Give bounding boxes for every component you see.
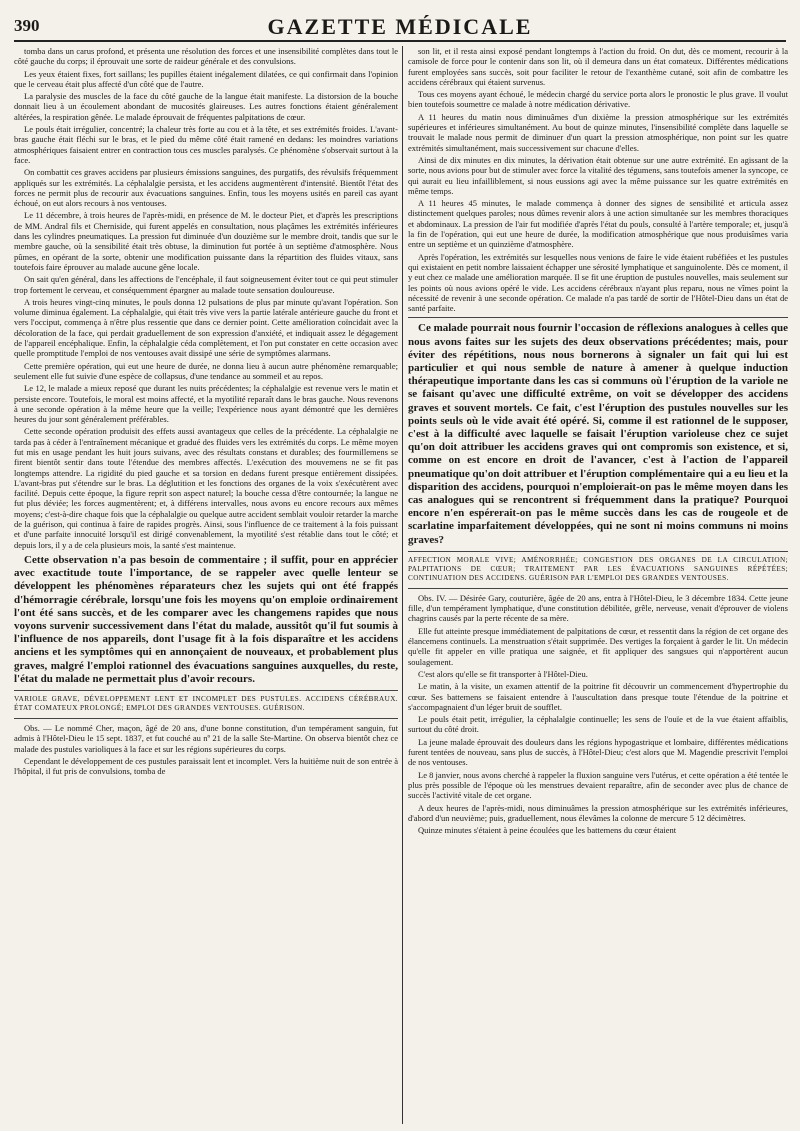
body-paragraph: Le pouls était petit, irrégulier, la céphalalgie continuelle; les sens de l'ouïe et de la vue étaient affaiblis, surtout du côté droit. (408, 714, 788, 735)
page-header (14, 6, 786, 42)
body-paragraph: A 11 heures du matin nous diminuâmes d'un dixième la pression atmosphérique sur les extrémités supérieures et inférieures simultanément. Au bout de quinze minutes, l'insensibilité complète dans laquelle se trouvait le malade nous permit de diminuer d'un quart la pression atmosphérique, non point sur les quatre extrémités simultanément, mais successivement sur chacune d'elles. (408, 111, 788, 153)
body-paragraph: A deux heures de l'après-midi, nous diminuâmes la pression atmosphérique sur les extrémités inférieures, d'abord d'un neuvième; puis, graduellement, nous élevâmes la colonne de mercure 5 12 décimètres. (408, 802, 788, 823)
body-paragraph: Cette première opération, qui eut une heure de durée, ne donna lieu à aucun autre phénomène remarquable; seulement elle fut suivie d'une espèce de collapsus, d'une tendance au sommeil et au repos. (14, 360, 398, 381)
section-rule (14, 690, 398, 691)
section-rule (408, 551, 788, 552)
column-divider (402, 46, 403, 1124)
journal-title: GAZETTE MÉDICALE (267, 14, 533, 39)
left-commentary: Cette observation n'a pas besoin de commentaire ; il suffit, pour en apprécier avec exactitude toute l'importance, de se rappeler avec quelle lenteur se développent les phénomènes réparateurs chez les sujets qui ont été frappés d'hémorragie cérébrale, lorsqu'une fois les moyens qu'on emploie ordinairement l'ont été sans succès, et de les comparer avec les changemens rapides que nous voyons survenir successivement dans l'état du malade, aussitôt qu'il fut soumis à l'influence de nos appareils, dont l'usage fit à la fois disparaître et les accidens anciens et les symptômes qui en annonçaient de nouveaux, et probablement plus graves, malgré l'emploi rationnel des évacuations sanguines auxquelles, du reste, l'état du malade ne permettait plus d'avoir recours. (14, 553, 398, 685)
body-paragraph: A trois heures vingt-cinq minutes, le pouls donna 12 pulsations de plus par minute qu'avant l'opération. Son volume diminua également. La céphalalgie, qui était très vive vers la partie latérale antérieure gauche du front et vers l'occiput, commença à n'être plus ressentie que dans ce dernier point. Cette amélioration coïncidait avec la décoloration de la face, qui perdait graduellement de son expression d'anxiété, et indiquait assez le dégagement de l'appareil encéphalique. Enfin, la céphalalgie céda complètement, et l'on put constater en cette occasion avec quelle promptitude l'emploi de nos ventouses avait dissipé une série de symptômes alarmans. (14, 296, 398, 359)
right-case-body (408, 593, 788, 836)
body-paragraph: Le 11 décembre, à trois heures de l'après-midi, en présence de M. le docteur Piet, et d'après les prescriptions de MM. Andral fils et Cherniside, qui furent appelés en consultation, nous plaçâmes les extrémités inférieures dans les cylindres pneumatiques. La pression fut diminuée d'un douzième sur le membre droit, tandis que sur le membre gauche, où la sensibilité était très obtuse, la diminution fut portée à un septième d'atmosphère. Nous pûmes, en opérant de la sorte, obtenir une modification puissante dans la répartition des fluides vitaux, sans toutefois faire éprouver au malade aucune gêne locale. (14, 210, 398, 272)
right-case-heading: AFFECTION MORALE VIVE; AMÉNORRHÉE; CONGESTION DES ORGANES DE LA CIRCULATION; PALPITATIONS DE CŒUR; TRAITEMENT PAR LES ÉVACUATIONS SANGUINES RÉPÉTÉES; CONTINUATION DES ACCIDENS. GUÉRISON PAR L'EMPLOI DES GRANDES VENTOUSES. (408, 555, 788, 582)
body-paragraph: Elle fut atteinte presque immédiatement de palpitations de cœur, et ressentit dans la région de cet organe des élancemens continuels. La menstruation s'était supprimée. Des vertiges la forçaient à garder le lit. Un médecin qu'elle fit appeler en ville pratiqua une saignée, et fit appliquer des sangsues qui n'apportèrent aucun soulagement. (408, 625, 788, 667)
page-number: 390 (14, 16, 40, 35)
body-paragraph: On sait qu'en général, dans les affections de l'encéphale, il faut soigneusement éviter tout ce qui peut stimuler trop fortement le cerveau, et conséquemment épargner au malade toute sensation douloureuse. (14, 274, 398, 295)
body-paragraph: Après l'opération, les extrémités sur lesquelles nous venions de faire le vide étaient rubéfiées et les pustules qui existaient en petit nombre laissaient échapper une sérosité lymphatique et sanguinolente. Dès ce moment, il y eut chez ce malade une amélioration marquée. Il se fit une éruption de pustules nouvelles, mais seulement sur les points où nous avions opéré le vide. Les accidens cérébraux n'ayant plus reparu, nous ne vîmes point la nécessité de revenir à une seconde opération. Ce malade n'a pas tardé de sortir de l'Hôtel-Dieu dans un état de santé parfaite. (408, 251, 788, 314)
body-paragraph: tomba dans un carus profond, et présenta une résolution des forces et une insensibilité complètes dans tout le côté gauche du corps; il éprouvait une sorte de raideur générale et des convulsions. (14, 46, 398, 67)
body-paragraph: C'est alors qu'elle se fit transporter à l'Hôtel-Dieu. (418, 668, 588, 679)
body-paragraph: La paralysie des muscles de la face du côté gauche de la langue était manifeste. La distorsion de la bouche donnait lieu à un écoulement abondant de mucosités glaireuses. Les autres fonctions étaient généralement altérées, la respiration gênée. Le malade éprouvait de fréquentes palpitations de cœur. (14, 91, 398, 122)
body-paragraph: Le matin, à la visite, un examen attentif de la poitrine fit découvrir un commencement d'hypertrophie du cœur. Ses battemens se faisaient entendre à l'auscultation dans presque toute l'étendue de la poitrine et s'accompagnaient d'un léger bruit de soufflet. (408, 681, 788, 712)
body-paragraph: Obs. IV. — Désirée Gary, couturière, âgée de 20 ans, entra à l'Hôtel-Dieu, le 3 décembre 1834. Cette jeune fille, d'un tempérament lymphatique, d'une constitution débilitée, grêle, nerveuse, venait d'éprouver de violens chagrins causés par la perte récente de sa mère. (408, 592, 788, 624)
body-paragraph: Les yeux étaient fixes, fort saillans; les pupilles étaient inégalement dilatées, ce qui confirmait dans l'opinion que le cerveau était plus affecté d'un côté que de l'autre. (14, 68, 398, 89)
right-column (408, 46, 788, 1126)
body-paragraph: On combattit ces graves accidens par plusieurs émissions sanguines, des purgatifs, des révulsifs fréquemment appliqués sur les extrémités. La céphalalgie persista, et les accidens augmentèrent d'intensité. Bientôt l'état des forces ne permit plus de recourir aux évacuations sanguines. Enfin, tous les moyens usités en pareil cas ayant échoué, on eut alors recours à nos ventouses. (14, 167, 398, 209)
left-column (14, 46, 398, 1126)
left-case-body (14, 723, 398, 776)
section-rule (408, 588, 788, 589)
body-paragraph: Le pouls était irrégulier, concentré; la chaleur très forte au cou et à la tête, et ses extrémités froides. L'avant-bras gauche était fléchi sur le bras, et le pied du même côté était ramené en dedans: les moindres variations atmosphériques faisaient entrer en contraction tous ces muscles paralysés. Ce phénomène s'observait surtout à la face. (14, 124, 398, 165)
body-paragraph: Cette seconde opération produisit des effets aussi avantageux que celles de la précédente. La céphalalgie ne tarda pas à céder à l'entraînement mécanique et gradué des fluides vers les extrémités du corps. Le même moyen fut mis en usage pendant les huit jours suivans, avec des résultats constans et durables; des fourmillemens se firent bientôt sentir dans toute l'étendue des membres affectés. L'exécution des mouvemens ne se fit pas longtemps attendre. La rigidité du pied gauche et sa torsion en dedans furent presque entièrement dissipées. L'avant-bras put s'étendre sur le bras. La déglutition et les fonctions des organes de la voix s'exécutèrent avec facilité. Depuis cette époque, la figure reprit son aspect naturel; la bouche cessa d'être contournée; la langue ne fut plus déviée; les forces augmentèrent; et, à différens intervalles, nous avons eu encore recours aux mêmes moyens; c'est-à-dire chaque fois que la céphalalgie ou quelque autre accident semblait vouloir retarder la marche de la guérison, qui continua à faire de rapides progrès. Ainsi, sous l'influence de ce traitement à la fois puissant et d'une parfaite innocuité lorsqu'il est dirigé convenablement, la myotilité s'est rétablie dans tout le côté; et depuis lors, il y a de cela plusieurs mois, la santé s'est maintenue. (14, 426, 398, 550)
left-body (14, 46, 398, 550)
left-case-heading: VARIOLE GRAVE, DÉVELOPPEMENT LENT ET INCOMPLET DES PUSTULES. ACCIDENS CÉRÉBRAUX. ÉTAT COMATEUX PROLONGÉ; EMPLOI DES GRANDES VENTOUSES. GUÉRISON. (14, 694, 398, 712)
body-paragraph: Ainsi de dix minutes en dix minutes, la dérivation était obtenue sur une autre extrémité. En agissant de la sorte, nous avions pour but de stimuler avec force la vitalité des tégumens, sans toutefois amener la syncope, ce qui aurait eu lieu infailliblement, si nous eussions agi avec la même puissance sur les quatre extrémités en même temps. (408, 154, 788, 196)
right-body (408, 46, 788, 313)
right-commentary: Ce malade pourrait nous fournir l'occasion de réflexions analogues à celles que nous avons faites sur les sujets des deux observations précédentes; mais, pour éviter des répétitions, nous nous bornerons à signaler un fait qui lui est particulier et qui nous semble de nature à amener à quelque induction thérapeutique importante dans les cas si communs où l'éruption de la variole ne se faisant qu'avec une difficulté extrême, on voit se développer des accidens graves et souvent mortels. Ce fait, c'est l'éruption des pustules nouvelles sur les points seuls où le vide avait été opéré. Si, comme il est rationnel de le supposer, c'est à la difficulté avec laquelle se faisait l'éruption varioleuse chez ce sujet qu'on doit attribuer les accidens graves qui ont compromis son existence, et si, comme on est encore en droit de l'avancer, c'est à l'action de l'appareil pneumatique qu'on doit attribuer et l'éruption complémentaire qui a eu lieu et la disparition des accidens, pourquoi n'emploierait-on pas le même moyen dans les cas analogues qui se rencontrent si fréquemment dans la pratique? Pourquoi encore n'en espérerait-on pas le même succès dans les cas de rougeole et de scarlatine imparfaitement développées, qui ne sont ni moins communs ni moins graves? (408, 322, 788, 546)
body-paragraph: Cependant le développement de ces pustules paraissait lent et incomplet. Vers la huitième nuit de son entrée à l'hôpital, il fut pris de convulsions, tomba de (14, 755, 398, 777)
body-paragraph: son lit, et il resta ainsi exposé pendant longtemps à l'action du froid. On dut, dès ce moment, recourir à la camisole de force pour le contenir dans son lit, où il demeura dans un état comateux. Différentes médications furent employées sans succès, soit pour faciliter le retour de l'exanthème cutané, soit afin de combattre les accidens cérébraux qui étaient survenus. (408, 46, 788, 87)
body-paragraph: A 11 heures 45 minutes, le malade commença à donner des signes de sensibilité et articula assez distinctement quelques paroles; nous dûmes revenir alors à une action simultanée sur les membres thoraciques et abdominaux. La pression de l'air fut modifiée d'après l'état du pouls, consulté à l'artère temporale; et, jusqu'à la fin de l'opération, qui eut une heure de durée, la modification atmosphérique que nous produisîmes varia entre un septième et un quinzième d'atmosphère. (408, 198, 788, 250)
body-paragraph: Le 12, le malade a mieux reposé que durant les nuits précédentes; la céphalalgie est revenue vers le matin et persiste encore. Toutefois, le moral est moins affecté, et la myotilité reparaît dans le bras gauche. Nous revenons à une seconde opération à la même heure que la veille; l'expérience nous ayant démontré que les dernières heures du jour sont généralement préférables. (14, 383, 398, 425)
body-paragraph: Quinze minutes s'étaient à peine écoulées que les battemens du cœur étaient (418, 825, 677, 836)
body-paragraph: Le 8 janvier, nous avons cherché à rappeler la fluxion sanguine vers l'utérus, et cette opération a été tentée le plus près possible de l'époque où les menstrues devaient reparaître, afin de seconder avec plus de chance de succès l'activité vitale de cet organe. (408, 769, 788, 801)
body-paragraph: La jeune malade éprouvait des douleurs dans les régions hypogastrique et lombaire, différentes médications furent tentées de nouveau, sans plus de succès, à l'Hôtel-Dieu; c'est alors que M. Magendie prescrivit l'emploi de nos ventouses. (408, 736, 788, 768)
body-paragraph: Tous ces moyens ayant échoué, le médecin chargé du service porta alors le pronostic le plus grave. Il voulut bien toutefois soumettre ce malade à notre médication dérivative. (408, 89, 788, 110)
section-rule (408, 317, 788, 318)
section-rule (14, 718, 398, 719)
body-paragraph: Obs. — Le nommé Cher, maçon, âgé de 20 ans, d'une bonne constitution, d'un tempérament sanguin, fut admis à l'Hôtel-Dieu le 15 sept. 1837, et fut couché au nº 21 de la salle Ste-Martine. On observa bientôt chez ce malade des pustules varioliques à la face et sur les régions supérieures du corps. (14, 722, 398, 754)
